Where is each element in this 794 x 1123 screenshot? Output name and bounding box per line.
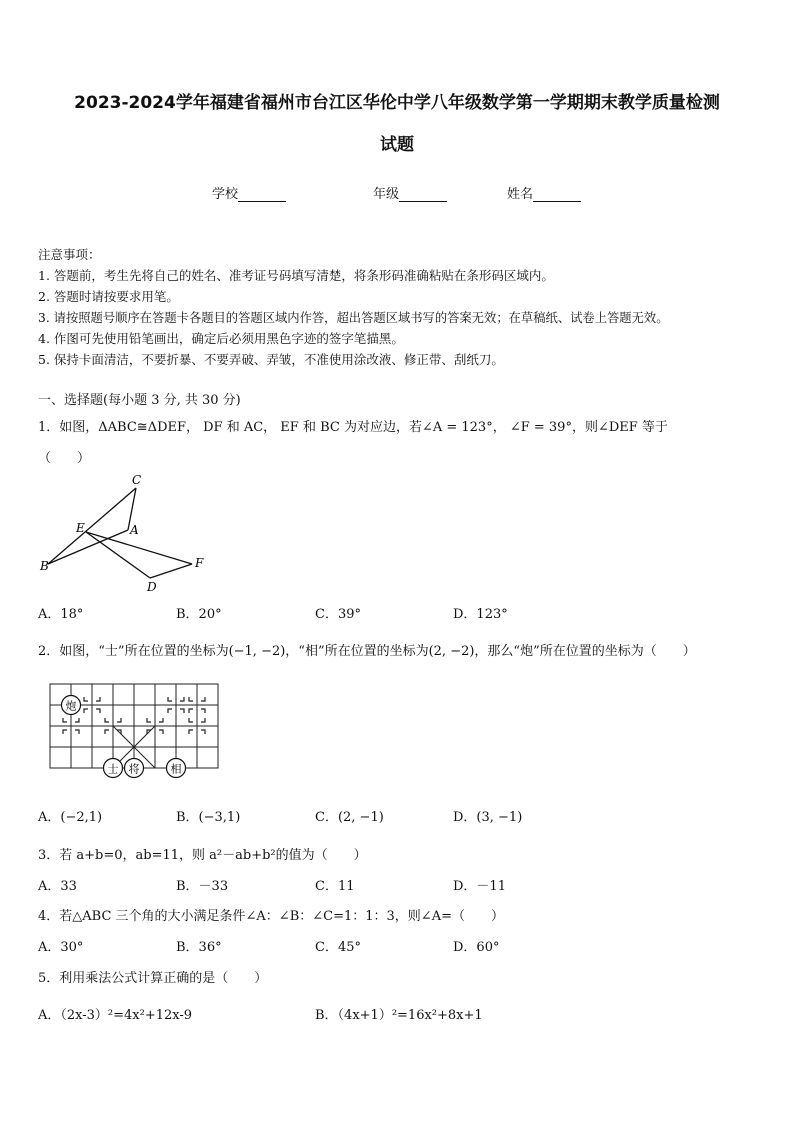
section-heading: 一、选择题(每小题 3 分, 共 30 分)	[38, 393, 241, 408]
grade-label: 年级	[373, 187, 400, 202]
q2-option-c: C．(2, −1)	[315, 810, 384, 825]
piece-pao-label: 炮	[65, 699, 77, 713]
question-2-stem: 2．如图，“士”所在位置的坐标为(−1, −2)，“相”所在位置的坐标为(2, −2)，那么“炮”所在位置的坐标为（ ）	[38, 644, 696, 659]
name-blank	[533, 189, 581, 202]
q1-option-b: B．20°	[176, 607, 222, 622]
label-f: F	[195, 556, 204, 570]
q4-option-a: A．30°	[38, 940, 84, 955]
school-field	[212, 183, 286, 202]
page-title: 2023-2024学年福建省福州市台江区华伦中学八年级数学第一学期期末教学质量检测	[74, 93, 720, 113]
q1-option-c: C．39°	[315, 607, 361, 622]
label-e: E	[76, 521, 85, 535]
note-item: 1. 答题前，考生先将自己的姓名、准考证号码填写清楚，将条形码准确粘贴在条形码区域内。	[38, 268, 554, 283]
q3-option-b: B．－33	[176, 879, 229, 894]
label-b: B	[40, 559, 49, 573]
name-field	[507, 183, 581, 202]
q1-option-a: A．18°	[38, 607, 84, 622]
question-1-paren: （ ）	[38, 451, 91, 466]
grade-blank	[399, 189, 447, 202]
school-label: 学校	[212, 187, 239, 202]
q3-option-d: D．－11	[453, 879, 506, 894]
name-label: 姓名	[507, 187, 534, 202]
piece-pao	[62, 696, 81, 715]
piece-shi-label: 士	[107, 762, 119, 776]
piece-shi	[104, 759, 123, 778]
question-3-stem: 3．若 a+b=0，ab=11，则 a²－ab+b²的值为（ ）	[38, 848, 367, 863]
q2-option-a: A．(−2,1)	[38, 810, 103, 825]
q3-option-c: C．11	[315, 879, 355, 894]
grade-field	[373, 183, 447, 202]
page-title-line2: 试题	[380, 135, 414, 155]
q1-option-d: D．123°	[453, 607, 508, 622]
note-item: 4. 作图可先使用铅笔画出，确定后必须用黑色字迹的签字笔描黑。	[38, 331, 404, 346]
label-a: A	[130, 523, 139, 537]
notes-heading: 注意事项：	[38, 247, 101, 262]
triangle-figure	[36, 470, 216, 596]
note-item: 3. 请按照题号顺序在答题卡各题目的答题区域内作答，超出答题区域书写的答案无效；在草稿纸、试卷上答题无效。	[38, 311, 669, 325]
chess-board-figure	[48, 680, 223, 780]
piece-xiang	[167, 759, 186, 778]
note-item: 5. 保持卡面清洁，不要折暴、不要弄破、弄皱，不准使用涂改液、修正带、刮纸刀。	[38, 352, 504, 367]
q4-option-d: D．60°	[453, 940, 500, 955]
q5-option-a: A．（2x-3）²=4x²+12x-9	[38, 1008, 193, 1023]
question-4-stem: 4．若△ABC 三个角的大小满足条件∠A：∠B：∠C=1：1：3，则∠A=（ ）	[38, 909, 504, 924]
question-5-stem: 5．利用乘法公式计算正确的是（ ）	[38, 971, 268, 986]
q2-option-d: D．(3, −1)	[453, 810, 523, 825]
q4-option-c: C．45°	[315, 940, 361, 955]
piece-jiang-label: 将	[128, 762, 140, 776]
piece-xiang-label: 相	[170, 762, 182, 776]
q2-option-b: B．(−3,1)	[176, 810, 241, 825]
label-d: D	[147, 580, 157, 594]
piece-jiang	[125, 759, 144, 778]
question-1-stem: 1．如图，ΔABC≅ΔDEF， DF 和 AC， EF 和 BC 为对应边，若∠A = 123°， ∠F = 39°，则∠DEF 等于	[38, 420, 668, 435]
q4-option-b: B．36°	[176, 940, 222, 955]
school-blank	[238, 189, 286, 202]
label-c: C	[132, 473, 142, 487]
note-item: 2. 答题时请按要求用笔。	[38, 289, 179, 304]
q3-option-a: A．33	[38, 879, 77, 894]
q5-option-b: B．（4x+1）²=16x²+8x+1	[315, 1008, 483, 1023]
